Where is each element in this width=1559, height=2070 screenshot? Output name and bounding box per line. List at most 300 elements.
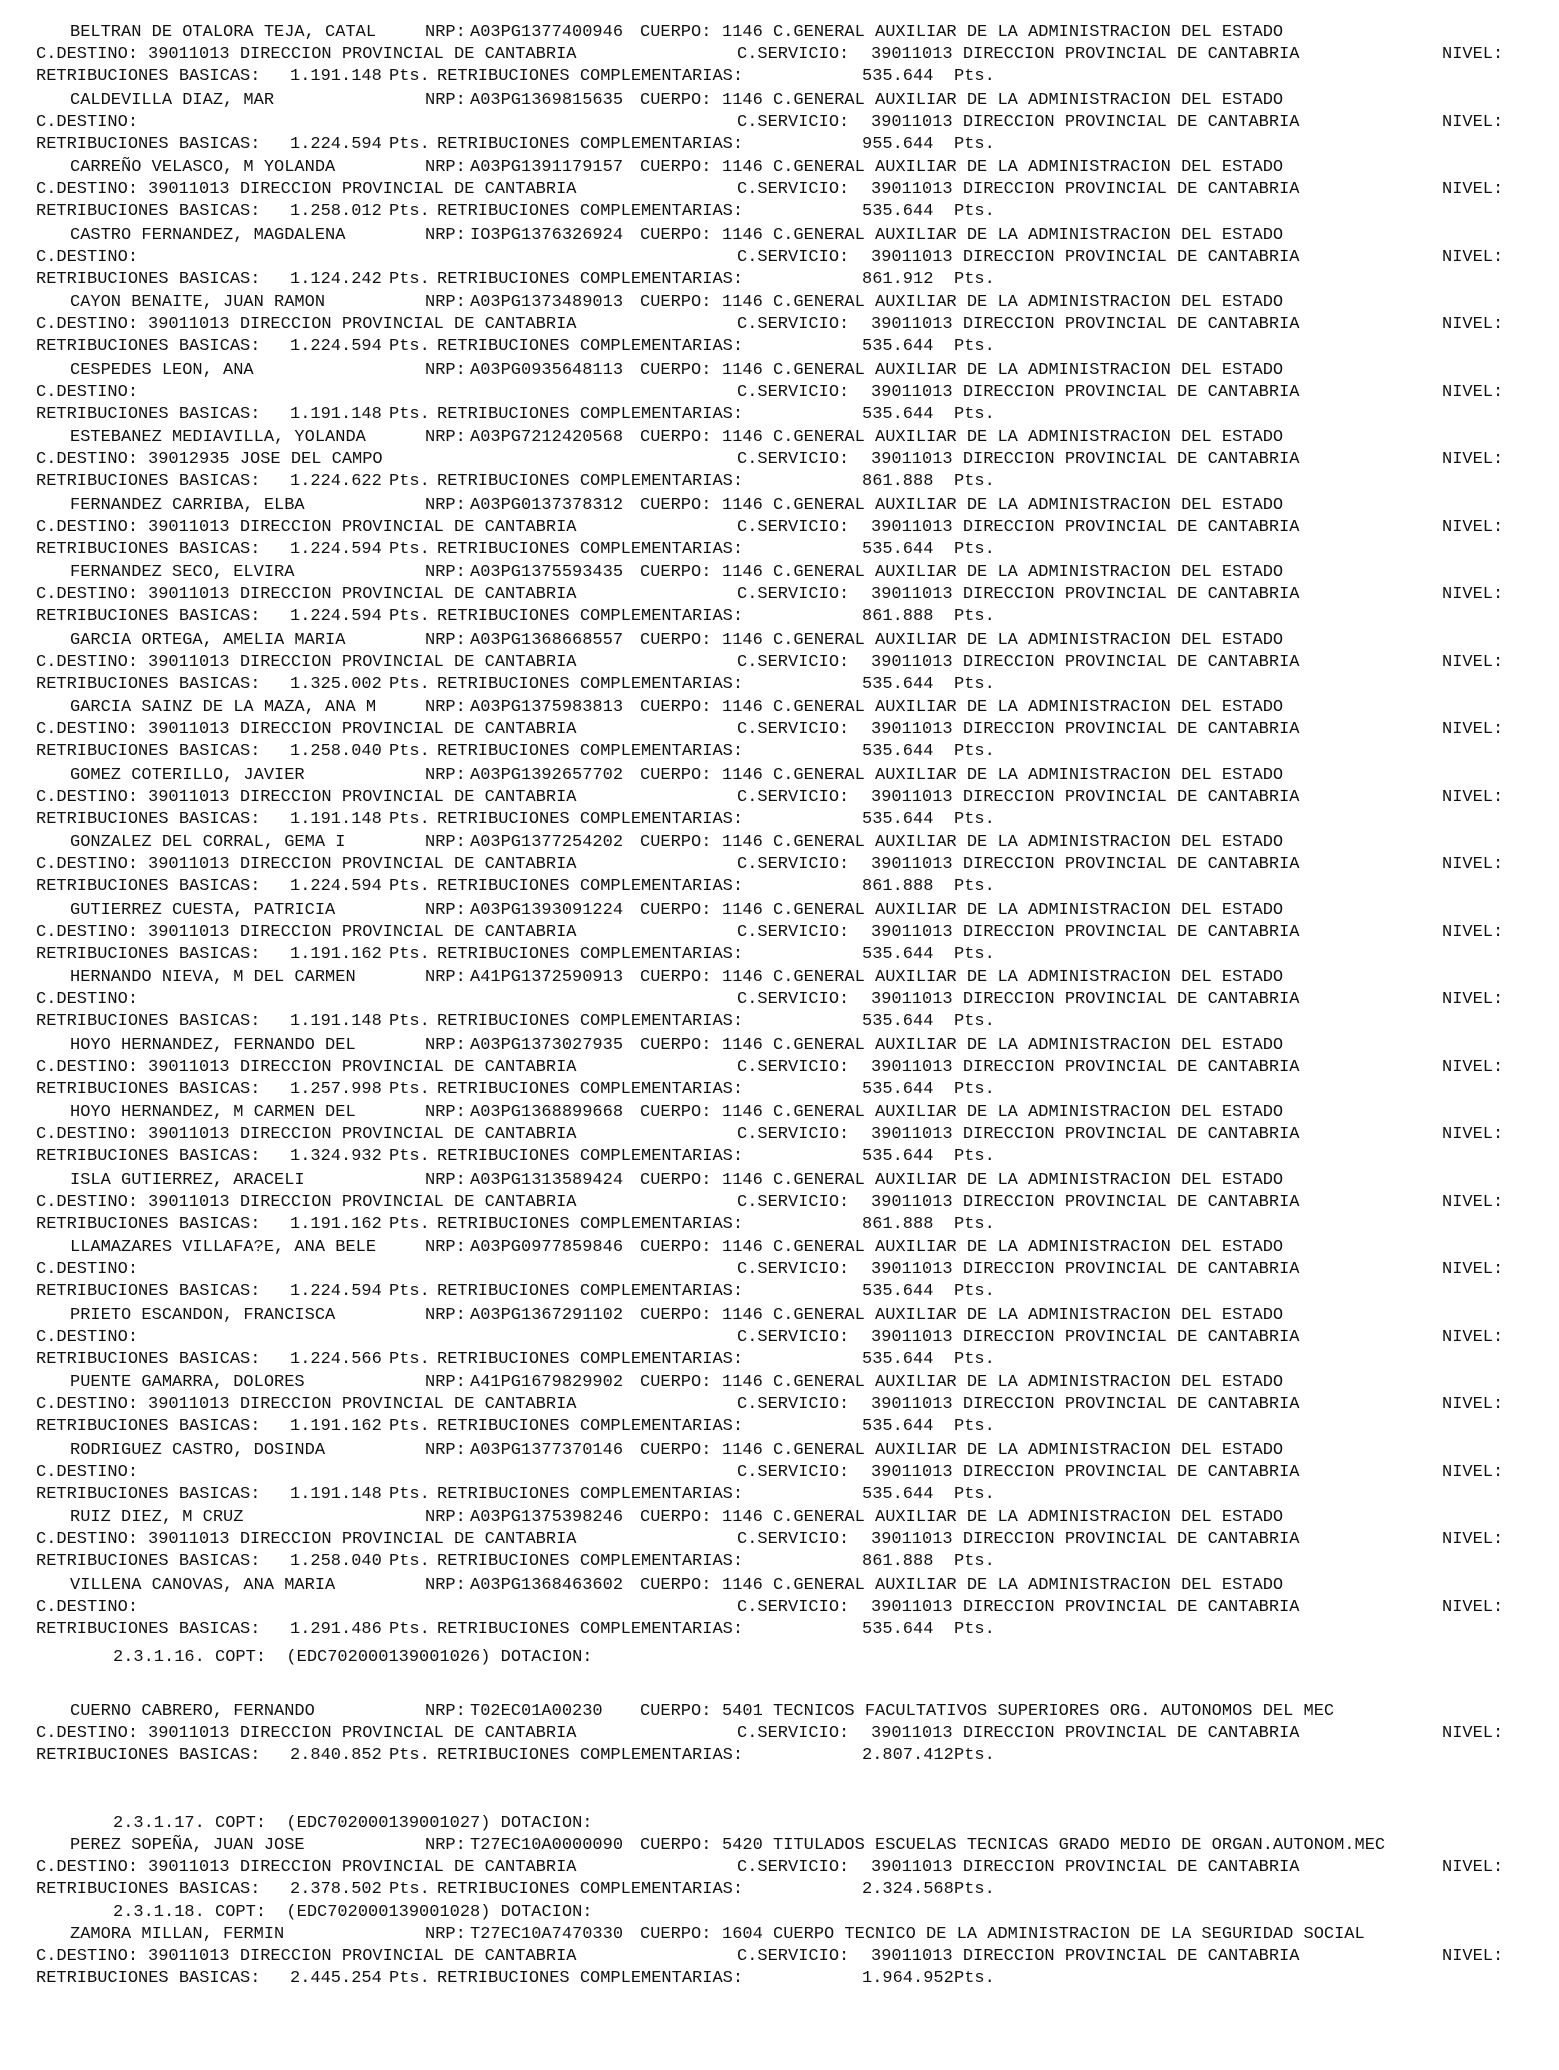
employee-record — [0, 22, 1559, 88]
employee-name: PUENTE GAMARRA, DOLORES — [70, 1373, 305, 1392]
destino-label: C.DESTINO: — [36, 1463, 139, 1482]
nivel-label: NIVEL: — [1442, 113, 1504, 132]
nrp-value: A03PG1391179157 — [470, 158, 624, 177]
servicio-value: 39011013 DIRECCION PROVINCIAL DE CANTABRIA — [871, 653, 1300, 672]
destino-label: C.DESTINO: — [36, 1724, 139, 1743]
employee-name: RUIZ DIEZ, M CRUZ — [70, 1508, 244, 1527]
basicas-value: 2.445.254 — [290, 1969, 382, 1988]
complementarias-value: 955.644 — [862, 135, 934, 154]
destino-value: 39011013 DIRECCION PROVINCIAL DE CANTABRIA — [148, 788, 577, 807]
pts-label: Pts. — [389, 877, 430, 896]
basicas-value: 1.224.594 — [290, 135, 382, 154]
servicio-label: C.SERVICIO: — [737, 990, 850, 1009]
nrp-value: A03PG1367291102 — [470, 1306, 624, 1325]
employee-name: RODRIGUEZ CASTRO, DOSINDA — [70, 1441, 326, 1460]
destino-value: 39011013 DIRECCION PROVINCIAL DE CANTABRIA — [148, 180, 577, 199]
employee-name: ESTEBANEZ MEDIAVILLA, YOLANDA — [70, 428, 366, 447]
nrp-label: NRP: — [425, 968, 466, 987]
cuerpo-value: 1146 C.GENERAL AUXILIAR DE LA ADMINISTRACION DEL ESTADO — [722, 833, 1284, 852]
pts-label: Pts. — [954, 1969, 995, 1988]
basicas-label: RETRIBUCIONES BASICAS: — [36, 742, 261, 761]
complementarias-value: 535.644 — [862, 337, 934, 356]
basicas-value: 1.224.566 — [290, 1350, 382, 1369]
destino-label: C.DESTINO: — [36, 1193, 139, 1212]
nrp-value: T27EC10A7470330 — [470, 1925, 624, 1944]
complementarias-label: RETRIBUCIONES COMPLEMENTARIAS: — [437, 1350, 744, 1369]
nrp-value: A03PG7212420568 — [470, 428, 624, 447]
destino-label: C.DESTINO: — [36, 45, 139, 64]
basicas-value: 1.191.148 — [290, 405, 382, 424]
complementarias-label: RETRIBUCIONES COMPLEMENTARIAS: — [437, 135, 744, 154]
servicio-label: C.SERVICIO: — [737, 315, 850, 334]
pts-label: Pts. — [389, 472, 430, 491]
cuerpo-value: 1146 C.GENERAL AUXILIAR DE LA ADMINISTRACION DEL ESTADO — [722, 1036, 1284, 1055]
pts-label: Pts. — [954, 540, 995, 559]
pts-label: Pts. — [954, 1746, 995, 1765]
basicas-label: RETRIBUCIONES BASICAS: — [36, 67, 261, 86]
nrp-label: NRP: — [425, 91, 466, 110]
servicio-label: C.SERVICIO: — [737, 1724, 850, 1743]
employee-record — [0, 967, 1559, 1033]
servicio-label: C.SERVICIO: — [737, 383, 850, 402]
nrp-value: A03PG1375593435 — [470, 563, 624, 582]
complementarias-value: 535.644 — [862, 540, 934, 559]
nrp-label: NRP: — [425, 428, 466, 447]
pts-label: Pts. — [389, 270, 430, 289]
cuerpo-label: CUERPO: — [640, 226, 712, 245]
destino-label: C.DESTINO: — [36, 1328, 139, 1347]
destino-value: 39011013 DIRECCION PROVINCIAL DE CANTABRIA — [148, 585, 577, 604]
servicio-value: 39011013 DIRECCION PROVINCIAL DE CANTABRIA — [871, 720, 1300, 739]
complementarias-value: 861.888 — [862, 607, 934, 626]
cuerpo-label: CUERPO: — [640, 1171, 712, 1190]
nrp-value: A03PG1377370146 — [470, 1441, 624, 1460]
basicas-value: 1.325.002 — [290, 675, 382, 694]
destino-value: 39011013 DIRECCION PROVINCIAL DE CANTABRIA — [148, 923, 577, 942]
complementarias-value: 861.888 — [862, 877, 934, 896]
destino-value: 39011013 DIRECCION PROVINCIAL DE CANTABRIA — [148, 315, 577, 334]
cuerpo-label: CUERPO: — [640, 901, 712, 920]
pts-label: Pts. — [954, 742, 995, 761]
section-heading: 2.3.1.16. COPT: (EDC702000139001026) DOTACION: — [113, 1648, 593, 1667]
complementarias-label: RETRIBUCIONES COMPLEMENTARIAS: — [437, 1012, 744, 1031]
basicas-label: RETRIBUCIONES BASICAS: — [36, 405, 261, 424]
servicio-label: C.SERVICIO: — [737, 1947, 850, 1966]
employee-record — [0, 562, 1559, 628]
servicio-value: 39011013 DIRECCION PROVINCIAL DE CANTABRIA — [871, 450, 1300, 469]
section-employee-record — [0, 1835, 1559, 1901]
complementarias-value: 535.644 — [862, 1417, 934, 1436]
complementarias-value: 535.644 — [862, 1485, 934, 1504]
servicio-label: C.SERVICIO: — [737, 855, 850, 874]
pts-label: Pts. — [389, 67, 430, 86]
nivel-label: NIVEL: — [1442, 1058, 1504, 1077]
servicio-value: 39011013 DIRECCION PROVINCIAL DE CANTABRIA — [871, 1058, 1300, 1077]
complementarias-value: 535.644 — [862, 1282, 934, 1301]
basicas-label: RETRIBUCIONES BASICAS: — [36, 1485, 261, 1504]
employee-name: GONZALEZ DEL CORRAL, GEMA I — [70, 833, 346, 852]
pts-label: Pts. — [954, 1147, 995, 1166]
cuerpo-value: 1146 C.GENERAL AUXILIAR DE LA ADMINISTRACION DEL ESTADO — [722, 901, 1284, 920]
servicio-label: C.SERVICIO: — [737, 923, 850, 942]
pts-label: Pts. — [954, 1215, 995, 1234]
destino-label: C.DESTINO: — [36, 1947, 139, 1966]
cuerpo-label: CUERPO: — [640, 1702, 712, 1721]
complementarias-value: 861.888 — [862, 1552, 934, 1571]
servicio-label: C.SERVICIO: — [737, 1193, 850, 1212]
servicio-value: 39011013 DIRECCION PROVINCIAL DE CANTABRIA — [871, 1947, 1300, 1966]
employee-name: FERNANDEZ CARRIBA, ELBA — [70, 496, 305, 515]
pts-label: Pts. — [389, 1147, 430, 1166]
nivel-label: NIVEL: — [1442, 1463, 1504, 1482]
complementarias-value: 535.644 — [862, 810, 934, 829]
cuerpo-value: 1146 C.GENERAL AUXILIAR DE LA ADMINISTRACION DEL ESTADO — [722, 158, 1284, 177]
nivel-label: NIVEL: — [1442, 248, 1504, 267]
nrp-value: T27EC10A0000090 — [470, 1836, 624, 1855]
destino-value: 39011013 DIRECCION PROVINCIAL DE CANTABRIA — [148, 1858, 577, 1877]
complementarias-label: RETRIBUCIONES COMPLEMENTARIAS: — [437, 202, 744, 221]
nrp-label: NRP: — [425, 1171, 466, 1190]
complementarias-label: RETRIBUCIONES COMPLEMENTARIAS: — [437, 945, 744, 964]
basicas-label: RETRIBUCIONES BASICAS: — [36, 1080, 261, 1099]
complementarias-label: RETRIBUCIONES COMPLEMENTARIAS: — [437, 1880, 744, 1899]
complementarias-value: 535.644 — [862, 67, 934, 86]
employee-record — [0, 1372, 1559, 1438]
nrp-label: NRP: — [425, 158, 466, 177]
servicio-value: 39011013 DIRECCION PROVINCIAL DE CANTABRIA — [871, 1395, 1300, 1414]
nivel-label: NIVEL: — [1442, 1530, 1504, 1549]
cuerpo-value: 1146 C.GENERAL AUXILIAR DE LA ADMINISTRACION DEL ESTADO — [722, 226, 1284, 245]
nrp-label: NRP: — [425, 226, 466, 245]
employee-name: GARCIA ORTEGA, AMELIA MARIA — [70, 631, 346, 650]
cuerpo-value: 1146 C.GENERAL AUXILIAR DE LA ADMINISTRACION DEL ESTADO — [722, 968, 1284, 987]
pts-label: Pts. — [389, 1350, 430, 1369]
pts-label: Pts. — [389, 1282, 430, 1301]
nrp-label: NRP: — [425, 563, 466, 582]
servicio-label: C.SERVICIO: — [737, 1598, 850, 1617]
servicio-value: 39011013 DIRECCION PROVINCIAL DE CANTABRIA — [871, 315, 1300, 334]
destino-label: C.DESTINO: — [36, 383, 139, 402]
complementarias-label: RETRIBUCIONES COMPLEMENTARIAS: — [437, 1969, 744, 1988]
destino-value: 39011013 DIRECCION PROVINCIAL DE CANTABRIA — [148, 720, 577, 739]
basicas-value: 1.258.040 — [290, 742, 382, 761]
destino-label: C.DESTINO: — [36, 990, 139, 1009]
nrp-label: NRP: — [425, 1306, 466, 1325]
complementarias-label: RETRIBUCIONES COMPLEMENTARIAS: — [437, 540, 744, 559]
complementarias-label: RETRIBUCIONES COMPLEMENTARIAS: — [437, 1215, 744, 1234]
cuerpo-label: CUERPO: — [640, 1836, 712, 1855]
employee-name: VILLENA CANOVAS, ANA MARIA — [70, 1576, 336, 1595]
nrp-label: NRP: — [425, 1103, 466, 1122]
servicio-label: C.SERVICIO: — [737, 45, 850, 64]
nrp-label: NRP: — [425, 1036, 466, 1055]
servicio-value: 39011013 DIRECCION PROVINCIAL DE CANTABRIA — [871, 1125, 1300, 1144]
cuerpo-label: CUERPO: — [640, 91, 712, 110]
basicas-label: RETRIBUCIONES BASICAS: — [36, 135, 261, 154]
nivel-label: NIVEL: — [1442, 180, 1504, 199]
complementarias-label: RETRIBUCIONES COMPLEMENTARIAS: — [437, 67, 744, 86]
servicio-label: C.SERVICIO: — [737, 450, 850, 469]
employee-name: BELTRAN DE OTALORA TEJA, CATAL — [70, 23, 377, 42]
pts-label: Pts. — [389, 742, 430, 761]
servicio-label: C.SERVICIO: — [737, 720, 850, 739]
cuerpo-value: 1146 C.GENERAL AUXILIAR DE LA ADMINISTRACION DEL ESTADO — [722, 23, 1284, 42]
employee-name: PRIETO ESCANDON, FRANCISCA — [70, 1306, 336, 1325]
pts-label: Pts. — [954, 270, 995, 289]
nivel-label: NIVEL: — [1442, 855, 1504, 874]
basicas-value: 1.224.594 — [290, 1282, 382, 1301]
pts-label: Pts. — [954, 472, 995, 491]
destino-label: C.DESTINO: — [36, 788, 139, 807]
complementarias-value: 861.888 — [862, 472, 934, 491]
nrp-value: A03PG1373027935 — [470, 1036, 624, 1055]
pts-label: Pts. — [389, 337, 430, 356]
destino-value: 39011013 DIRECCION PROVINCIAL DE CANTABRIA — [148, 1058, 577, 1077]
basicas-label: RETRIBUCIONES BASICAS: — [36, 1147, 261, 1166]
destino-label: C.DESTINO: — [36, 180, 139, 199]
basicas-value: 1.224.594 — [290, 540, 382, 559]
nrp-value: T02EC01A00230 — [470, 1702, 603, 1721]
complementarias-label: RETRIBUCIONES COMPLEMENTARIAS: — [437, 1552, 744, 1571]
pts-label: Pts. — [954, 1620, 995, 1639]
complementarias-value: 535.644 — [862, 1620, 934, 1639]
employee-name: CUERNO CABRERO, FERNANDO — [70, 1702, 315, 1721]
cuerpo-label: CUERPO: — [640, 1373, 712, 1392]
nrp-value: A41PG1679829902 — [470, 1373, 624, 1392]
nrp-label: NRP: — [425, 766, 466, 785]
nrp-label: NRP: — [425, 833, 466, 852]
employee-name: CAYON BENAITE, JUAN RAMON — [70, 293, 326, 312]
cuerpo-value: 1146 C.GENERAL AUXILIAR DE LA ADMINISTRACION DEL ESTADO — [722, 293, 1284, 312]
nrp-label: NRP: — [425, 1925, 466, 1944]
nrp-value: A03PG0137378312 — [470, 496, 624, 515]
cuerpo-label: CUERPO: — [640, 1576, 712, 1595]
nivel-label: NIVEL: — [1442, 1193, 1504, 1212]
nivel-label: NIVEL: — [1442, 45, 1504, 64]
destino-label: C.DESTINO: — [36, 1530, 139, 1549]
basicas-label: RETRIBUCIONES BASICAS: — [36, 1746, 261, 1765]
section-employee-record — [0, 1924, 1559, 1990]
cuerpo-label: CUERPO: — [640, 1238, 712, 1257]
complementarias-value: 535.644 — [862, 742, 934, 761]
destino-label: C.DESTINO: — [36, 113, 139, 132]
pts-label: Pts. — [954, 1350, 995, 1369]
servicio-label: C.SERVICIO: — [737, 1395, 850, 1414]
employee-record — [0, 765, 1559, 831]
basicas-value: 1.191.148 — [290, 1012, 382, 1031]
servicio-value: 39011013 DIRECCION PROVINCIAL DE CANTABRIA — [871, 990, 1300, 1009]
pts-label: Pts. — [389, 1080, 430, 1099]
employee-record — [0, 495, 1559, 561]
basicas-label: RETRIBUCIONES BASICAS: — [36, 675, 261, 694]
servicio-value: 39011013 DIRECCION PROVINCIAL DE CANTABRIA — [871, 1328, 1300, 1347]
cuerpo-label: CUERPO: — [640, 1306, 712, 1325]
employee-record — [0, 427, 1559, 493]
basicas-label: RETRIBUCIONES BASICAS: — [36, 1620, 261, 1639]
servicio-label: C.SERVICIO: — [737, 1125, 850, 1144]
nrp-value: A03PG1392657702 — [470, 766, 624, 785]
cuerpo-label: CUERPO: — [640, 1441, 712, 1460]
nrp-value: A03PG1373489013 — [470, 293, 624, 312]
pts-label: Pts. — [389, 1485, 430, 1504]
pts-label: Pts. — [954, 337, 995, 356]
cuerpo-value: 1146 C.GENERAL AUXILIAR DE LA ADMINISTRACION DEL ESTADO — [722, 1306, 1284, 1325]
employee-record — [0, 1575, 1559, 1641]
pts-label: Pts. — [954, 67, 995, 86]
basicas-value: 1.191.162 — [290, 945, 382, 964]
complementarias-value: 535.644 — [862, 1147, 934, 1166]
nrp-label: NRP: — [425, 1576, 466, 1595]
basicas-value: 1.224.594 — [290, 877, 382, 896]
complementarias-label: RETRIBUCIONES COMPLEMENTARIAS: — [437, 270, 744, 289]
cuerpo-value: 5420 TITULADOS ESCUELAS TECNICAS GRADO MEDIO DE ORGAN.AUTONOM.MEC — [722, 1836, 1386, 1855]
pts-label: Pts. — [954, 405, 995, 424]
nivel-label: NIVEL: — [1442, 990, 1504, 1009]
nrp-value: IO3PG1376326924 — [470, 226, 624, 245]
pts-label: Pts. — [389, 405, 430, 424]
complementarias-label: RETRIBUCIONES COMPLEMENTARIAS: — [437, 405, 744, 424]
cuerpo-label: CUERPO: — [640, 293, 712, 312]
basicas-label: RETRIBUCIONES BASICAS: — [36, 1282, 261, 1301]
pts-label: Pts. — [389, 1215, 430, 1234]
pts-label: Pts. — [389, 540, 430, 559]
section-heading: 2.3.1.18. COPT: (EDC702000139001028) DOTACION: — [113, 1903, 593, 1922]
employee-record — [0, 1305, 1559, 1371]
servicio-value: 39011013 DIRECCION PROVINCIAL DE CANTABRIA — [871, 383, 1300, 402]
pts-label: Pts. — [954, 1417, 995, 1436]
servicio-value: 39011013 DIRECCION PROVINCIAL DE CANTABRIA — [871, 1724, 1300, 1743]
nrp-label: NRP: — [425, 1702, 466, 1721]
pts-label: Pts. — [954, 810, 995, 829]
cuerpo-value: 1146 C.GENERAL AUXILIAR DE LA ADMINISTRACION DEL ESTADO — [722, 1508, 1284, 1527]
servicio-value: 39011013 DIRECCION PROVINCIAL DE CANTABRIA — [871, 1260, 1300, 1279]
nivel-label: NIVEL: — [1442, 585, 1504, 604]
basicas-value: 1.258.040 — [290, 1552, 382, 1571]
destino-value: 39011013 DIRECCION PROVINCIAL DE CANTABRIA — [148, 1395, 577, 1414]
cuerpo-value: 1146 C.GENERAL AUXILIAR DE LA ADMINISTRACION DEL ESTADO — [722, 1103, 1284, 1122]
servicio-value: 39011013 DIRECCION PROVINCIAL DE CANTABRIA — [871, 1530, 1300, 1549]
complementarias-label: RETRIBUCIONES COMPLEMENTARIAS: — [437, 877, 744, 896]
basicas-label: RETRIBUCIONES BASICAS: — [36, 1417, 261, 1436]
servicio-value: 39011013 DIRECCION PROVINCIAL DE CANTABRIA — [871, 1598, 1300, 1617]
basicas-label: RETRIBUCIONES BASICAS: — [36, 337, 261, 356]
basicas-value: 2.840.852 — [290, 1746, 382, 1765]
employee-record — [0, 1102, 1559, 1168]
servicio-value: 39011013 DIRECCION PROVINCIAL DE CANTABRIA — [871, 855, 1300, 874]
nrp-value: A03PG1377254202 — [470, 833, 624, 852]
cuerpo-label: CUERPO: — [640, 968, 712, 987]
employee-record — [0, 697, 1559, 763]
employee-record — [0, 225, 1559, 291]
destino-label: C.DESTINO: — [36, 653, 139, 672]
cuerpo-value: 1604 CUERPO TECNICO DE LA ADMINISTRACION DE LA SEGURIDAD SOCIAL — [722, 1925, 1365, 1944]
complementarias-value: 861.912 — [862, 270, 934, 289]
pts-label: Pts. — [954, 877, 995, 896]
cuerpo-label: CUERPO: — [640, 428, 712, 447]
basicas-label: RETRIBUCIONES BASICAS: — [36, 945, 261, 964]
destino-label: C.DESTINO: — [36, 248, 139, 267]
nivel-label: NIVEL: — [1442, 923, 1504, 942]
nrp-label: NRP: — [425, 23, 466, 42]
nrp-label: NRP: — [425, 361, 466, 380]
nivel-label: NIVEL: — [1442, 653, 1504, 672]
nivel-label: NIVEL: — [1442, 518, 1504, 537]
nrp-value: A03PG0977859846 — [470, 1238, 624, 1257]
nrp-value: A03PG1393091224 — [470, 901, 624, 920]
servicio-value: 39011013 DIRECCION PROVINCIAL DE CANTABRIA — [871, 1858, 1300, 1877]
cuerpo-value: 1146 C.GENERAL AUXILIAR DE LA ADMINISTRACION DEL ESTADO — [722, 1171, 1284, 1190]
servicio-value: 39011013 DIRECCION PROVINCIAL DE CANTABRIA — [871, 180, 1300, 199]
servicio-label: C.SERVICIO: — [737, 1260, 850, 1279]
cuerpo-label: CUERPO: — [640, 158, 712, 177]
employee-record — [0, 157, 1559, 223]
complementarias-label: RETRIBUCIONES COMPLEMENTARIAS: — [437, 810, 744, 829]
employee-name: LLAMAZARES VILLAFA?E, ANA BELE — [70, 1238, 377, 1257]
cuerpo-value: 1146 C.GENERAL AUXILIAR DE LA ADMINISTRACION DEL ESTADO — [722, 1576, 1284, 1595]
basicas-value: 1.191.148 — [290, 1485, 382, 1504]
cuerpo-value: 1146 C.GENERAL AUXILIAR DE LA ADMINISTRACION DEL ESTADO — [722, 91, 1284, 110]
destino-value: 39011013 DIRECCION PROVINCIAL DE CANTABRIA — [148, 45, 577, 64]
cuerpo-label: CUERPO: — [640, 833, 712, 852]
destino-label: C.DESTINO: — [36, 450, 139, 469]
destino-label: C.DESTINO: — [36, 1125, 139, 1144]
servicio-label: C.SERVICIO: — [737, 653, 850, 672]
destino-label: C.DESTINO: — [36, 1260, 139, 1279]
basicas-label: RETRIBUCIONES BASICAS: — [36, 270, 261, 289]
employee-record — [0, 1237, 1559, 1303]
servicio-label: C.SERVICIO: — [737, 1530, 850, 1549]
employee-record — [0, 292, 1559, 358]
pts-label: Pts. — [954, 945, 995, 964]
pts-label: Pts. — [389, 1620, 430, 1639]
pts-label: Pts. — [389, 1969, 430, 1988]
nrp-label: NRP: — [425, 1373, 466, 1392]
servicio-label: C.SERVICIO: — [737, 518, 850, 537]
cuerpo-value: 1146 C.GENERAL AUXILIAR DE LA ADMINISTRACION DEL ESTADO — [722, 766, 1284, 785]
cuerpo-value: 1146 C.GENERAL AUXILIAR DE LA ADMINISTRACION DEL ESTADO — [722, 1441, 1284, 1460]
basicas-value: 1.224.622 — [290, 472, 382, 491]
destino-value: 39011013 DIRECCION PROVINCIAL DE CANTABRIA — [148, 1530, 577, 1549]
pts-label: Pts. — [954, 607, 995, 626]
employee-name: HOYO HERNANDEZ, FERNANDO DEL — [70, 1036, 356, 1055]
basicas-label: RETRIBUCIONES BASICAS: — [36, 1350, 261, 1369]
basicas-label: RETRIBUCIONES BASICAS: — [36, 1969, 261, 1988]
nivel-label: NIVEL: — [1442, 1598, 1504, 1617]
destino-value: 39011013 DIRECCION PROVINCIAL DE CANTABRIA — [148, 1193, 577, 1212]
employee-record — [0, 1170, 1559, 1236]
nivel-label: NIVEL: — [1442, 1328, 1504, 1347]
servicio-label: C.SERVICIO: — [737, 113, 850, 132]
servicio-label: C.SERVICIO: — [737, 180, 850, 199]
complementarias-value: 535.644 — [862, 405, 934, 424]
employee-name: GOMEZ COTERILLO, JAVIER — [70, 766, 305, 785]
servicio-label: C.SERVICIO: — [737, 585, 850, 604]
complementarias-value: 535.644 — [862, 1012, 934, 1031]
destino-value: 39011013 DIRECCION PROVINCIAL DE CANTABRIA — [148, 855, 577, 874]
nrp-value: A03PG1368463602 — [470, 1576, 624, 1595]
destino-label: C.DESTINO: — [36, 585, 139, 604]
section-employee-record — [0, 1701, 1559, 1767]
pts-label: Pts. — [389, 202, 430, 221]
cuerpo-label: CUERPO: — [640, 361, 712, 380]
complementarias-label: RETRIBUCIONES COMPLEMENTARIAS: — [437, 1080, 744, 1099]
nrp-label: NRP: — [425, 496, 466, 515]
nivel-label: NIVEL: — [1442, 788, 1504, 807]
nivel-label: NIVEL: — [1442, 1395, 1504, 1414]
basicas-value: 1.291.486 — [290, 1620, 382, 1639]
basicas-label: RETRIBUCIONES BASICAS: — [36, 472, 261, 491]
employee-name: HOYO HERNANDEZ, M CARMEN DEL — [70, 1103, 356, 1122]
